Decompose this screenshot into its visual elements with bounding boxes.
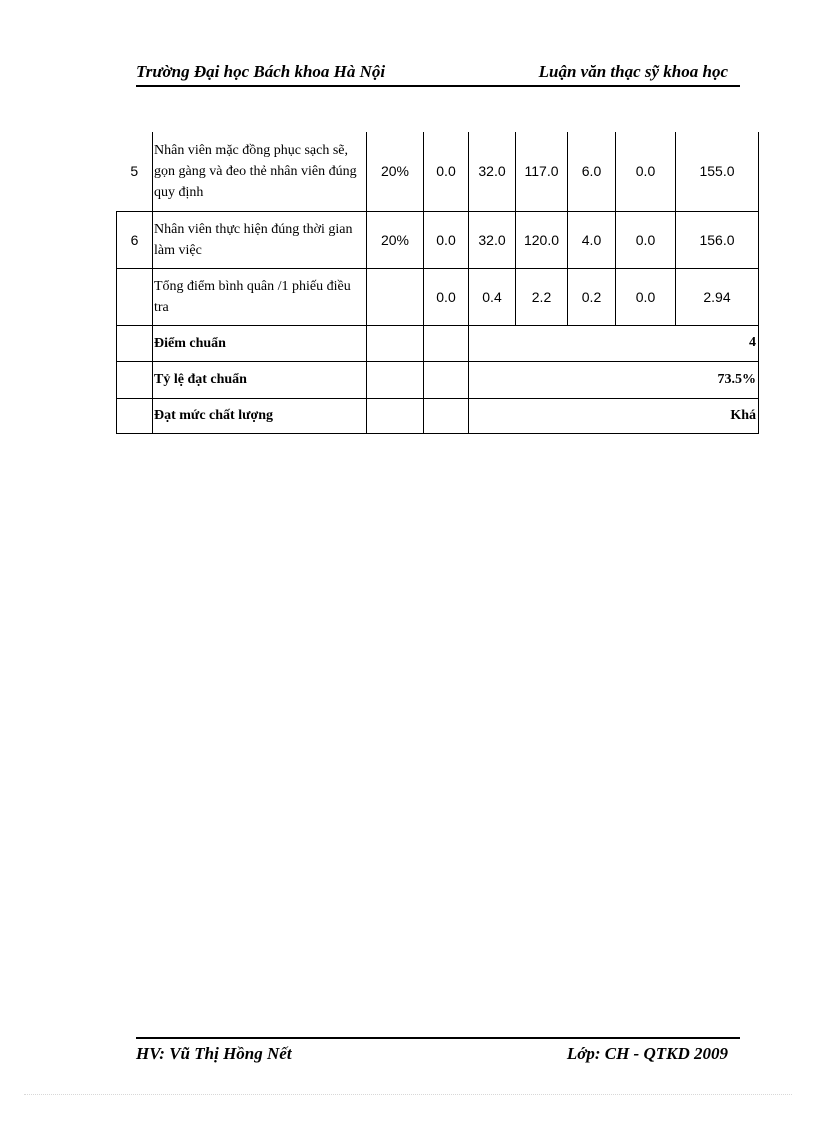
summary-empty — [424, 325, 469, 361]
summary-number — [117, 325, 153, 361]
row-weight: 20% — [367, 211, 424, 268]
row-weight — [367, 268, 424, 325]
footer-rule — [136, 1037, 740, 1039]
row-value-1: 0.0 — [424, 268, 469, 325]
table-row — [117, 268, 759, 325]
summary-label: Tỷ lệ đạt chuẩn — [153, 361, 367, 398]
summary-value: Khá — [469, 398, 759, 433]
table-row — [117, 132, 759, 211]
summary-empty — [367, 325, 424, 361]
row-number: 6 — [117, 211, 153, 268]
row-value-4: 0.2 — [568, 268, 616, 325]
row-value-4: 4.0 — [568, 211, 616, 268]
row-value-5: 0.0 — [616, 268, 676, 325]
page-header — [136, 61, 740, 87]
row-description: Nhân viên mặc đồng phục sạch sẽ, gọn gàng và đeo thẻ nhân viên đúng quy định — [153, 132, 367, 211]
header-thesis-type: Luận văn thạc sỹ khoa học — [538, 62, 728, 81]
summary-empty — [367, 361, 424, 398]
row-number — [117, 268, 153, 325]
row-value-5: 0.0 — [616, 211, 676, 268]
row-value-3: 117.0 — [516, 132, 568, 211]
summary-row — [117, 361, 759, 398]
row-value-1: 0.0 — [424, 211, 469, 268]
summary-label: Đạt mức chất lượng — [153, 398, 367, 433]
row-value-5: 0.0 — [616, 132, 676, 211]
row-value-2: 32.0 — [469, 132, 516, 211]
summary-empty — [424, 361, 469, 398]
footer-class: Lớp: CH - QTKD 2009 — [566, 1044, 728, 1063]
row-value-1: 0.0 — [424, 132, 469, 211]
summary-value: 73.5% — [469, 361, 759, 398]
row-total: 156.0 — [676, 211, 759, 268]
row-weight: 20% — [367, 132, 424, 211]
summary-row — [117, 398, 759, 433]
evaluation-table — [116, 132, 759, 434]
page-edge-divider — [24, 1094, 792, 1095]
summary-label: Điểm chuẩn — [153, 325, 367, 361]
row-value-3: 2.2 — [516, 268, 568, 325]
row-description: Tổng điểm bình quân /1 phiếu điều tra — [153, 268, 367, 325]
row-value-2: 0.4 — [469, 268, 516, 325]
summary-value: 4 — [469, 325, 759, 361]
table-row — [117, 211, 759, 268]
row-value-3: 120.0 — [516, 211, 568, 268]
row-value-4: 6.0 — [568, 132, 616, 211]
row-total: 2.94 — [676, 268, 759, 325]
summary-empty — [367, 398, 424, 433]
summary-empty — [424, 398, 469, 433]
row-value-2: 32.0 — [469, 211, 516, 268]
footer-author: HV: Vũ Thị Hồng Nết — [136, 1044, 292, 1063]
summary-number — [117, 398, 153, 433]
summary-row — [117, 325, 759, 361]
summary-number — [117, 361, 153, 398]
header-university: Trường Đại học Bách khoa Hà Nội — [136, 62, 386, 81]
row-total: 155.0 — [676, 132, 759, 211]
row-number: 5 — [117, 132, 153, 211]
row-description: Nhân viên thực hiện đúng thời gian làm việc — [153, 211, 367, 268]
